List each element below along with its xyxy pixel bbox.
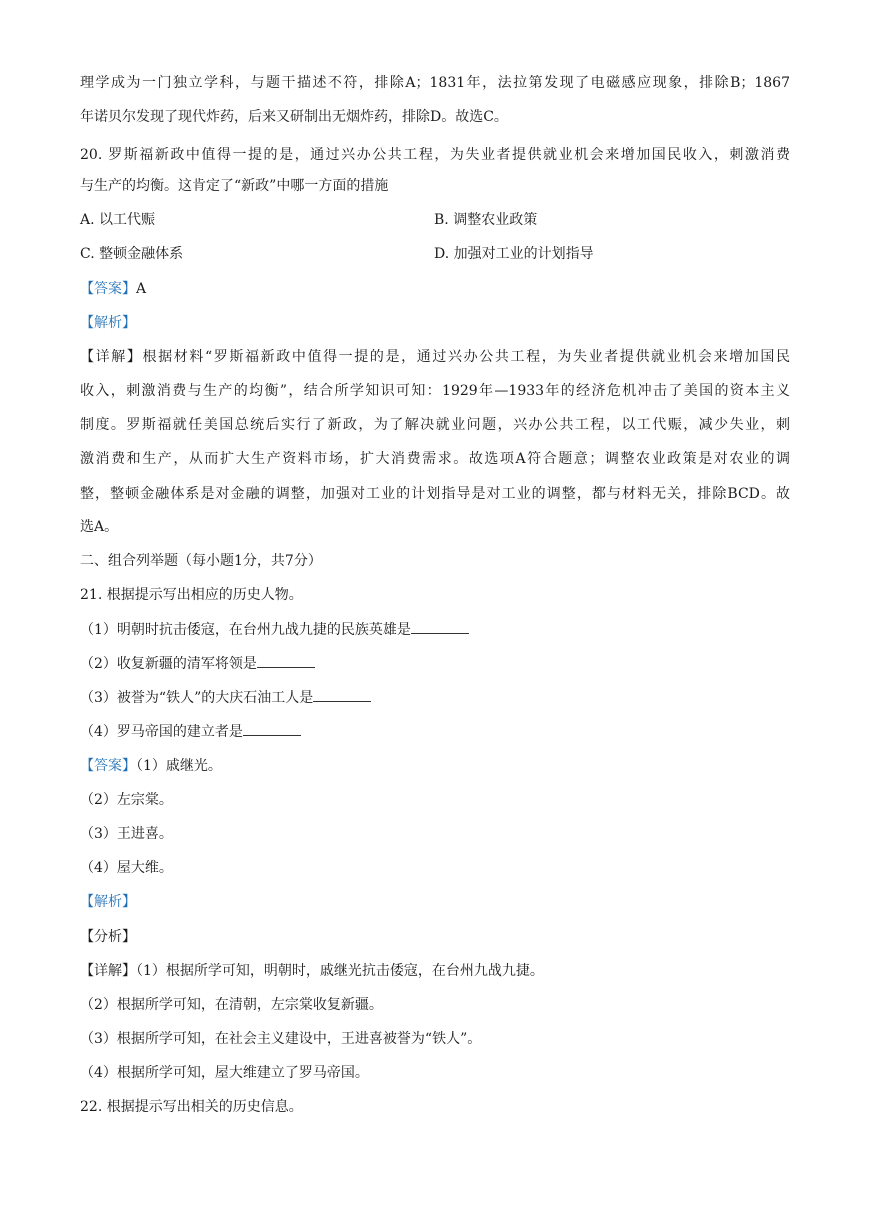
analysis-tag xyxy=(80,313,136,333)
item-text: （1）明朝时抗击倭寇，在台州九战九捷的民族英雄是 xyxy=(80,622,411,638)
option-d: D. 加强对工业的计划指导 xyxy=(434,246,594,262)
detail-line: 激消费和生产，从而扩大生产资料市场，扩大消费需求。故选项A符合题意；调整农业政策是对农业的调 xyxy=(80,451,790,467)
answer-blank[interactable] xyxy=(411,621,469,634)
intro-line: 年诺贝尔发现了现代炸药，后来又研制出无烟炸药，排除D。故选C。 xyxy=(80,109,508,125)
answer-tag: 【答案】 xyxy=(80,758,136,774)
answer-line: （2）左宗棠。 xyxy=(80,792,173,808)
item-text: （2）收复新疆的清军将领是 xyxy=(80,656,257,672)
answer-value: A xyxy=(136,281,147,297)
item-text: （3）被誉为“铁人”的大庆石油工人是 xyxy=(80,690,314,706)
answer-blank[interactable] xyxy=(257,655,315,668)
section-title: 二、组合列举题（每小题1分，共7分） xyxy=(80,553,322,569)
detail-line: 整，整顿金融体系是对金融的调整，加强对工业的计划指导是对工业的调整，都与材料无关，排除BCD。故 xyxy=(80,486,790,502)
detail-line xyxy=(80,347,790,367)
item-text: （4）罗马帝国的建立者是 xyxy=(80,724,243,740)
detail-line: 选A。 xyxy=(80,519,119,535)
fenxi-tag: 【分析】 xyxy=(80,929,136,945)
analysis-label: 【解析】 xyxy=(80,315,136,331)
answer-tag: 【答案】 xyxy=(80,281,136,297)
detail-tag: 【详解】 xyxy=(80,349,143,365)
question-21-item xyxy=(80,722,301,742)
option-a: A. 以工代赈 xyxy=(80,212,156,228)
option-b: B. 调整农业政策 xyxy=(434,212,538,228)
question-22-stem: 22. 根据提示写出相关的历史信息。 xyxy=(80,1099,303,1115)
answer-blank[interactable] xyxy=(243,723,301,736)
answer-row xyxy=(80,279,146,299)
detail-line: （2）根据所学可知，在清朝，左宗棠收复新疆。 xyxy=(80,997,383,1013)
question-21-item xyxy=(80,688,371,708)
question-20-stem: 20. 罗斯福新政中值得一提的是，通过兴办公共工程，为失业者提供就业机会来增加国民收入，刺激消费 xyxy=(80,147,790,163)
detail-line xyxy=(80,961,544,981)
answer-row xyxy=(80,756,222,776)
intro-line: 理学成为一门独立学科，与题干描述不符，排除A；1831年，法拉第发现了电磁感应现象，排除B；1867 xyxy=(80,75,790,91)
detail-line: （4）根据所学可知，屋大维建立了罗马帝国。 xyxy=(80,1065,369,1081)
answer-line: （4）屋大维。 xyxy=(80,860,173,876)
detail-text: （1）根据所学可知，明朝时，戚继光抗击倭寇，在台州九战九捷。 xyxy=(136,963,544,979)
answer-line: （3）王进喜。 xyxy=(80,826,173,842)
detail-line: 制度。罗斯福就任美国总统后实行了新政，为了解决就业问题，兴办公共工程，以工代赈，减少失业，刺 xyxy=(80,417,790,433)
detail-tag: 【详解】 xyxy=(80,963,136,979)
analysis-tag xyxy=(80,892,136,912)
detail-line: 收入，刺激消费与生产的均衡”，结合所学知识可知：1929年—1933年的经济危机冲击了美国的资本主义 xyxy=(80,383,790,399)
question-21-item xyxy=(80,620,469,640)
question-21-stem: 21. 根据提示写出相应的历史人物。 xyxy=(80,587,303,603)
detail-line: （3）根据所学可知，在社会主义建设中，王进喜被誉为“铁人”。 xyxy=(80,1031,482,1047)
option-c: C. 整顿金融体系 xyxy=(80,246,184,262)
answer-value: （1）戚继光。 xyxy=(136,758,222,774)
detail-text: 根据材料“罗斯福新政中值得一提的是，通过兴办公共工程，为失业者提供就业机会来增加国民 xyxy=(142,349,791,365)
answer-blank[interactable] xyxy=(313,689,371,702)
question-20-stem: 与生产的均衡。这肯定了“新政”中哪一方面的措施 xyxy=(80,178,389,194)
question-21-item xyxy=(80,654,315,674)
analysis-label: 【解析】 xyxy=(80,894,136,910)
